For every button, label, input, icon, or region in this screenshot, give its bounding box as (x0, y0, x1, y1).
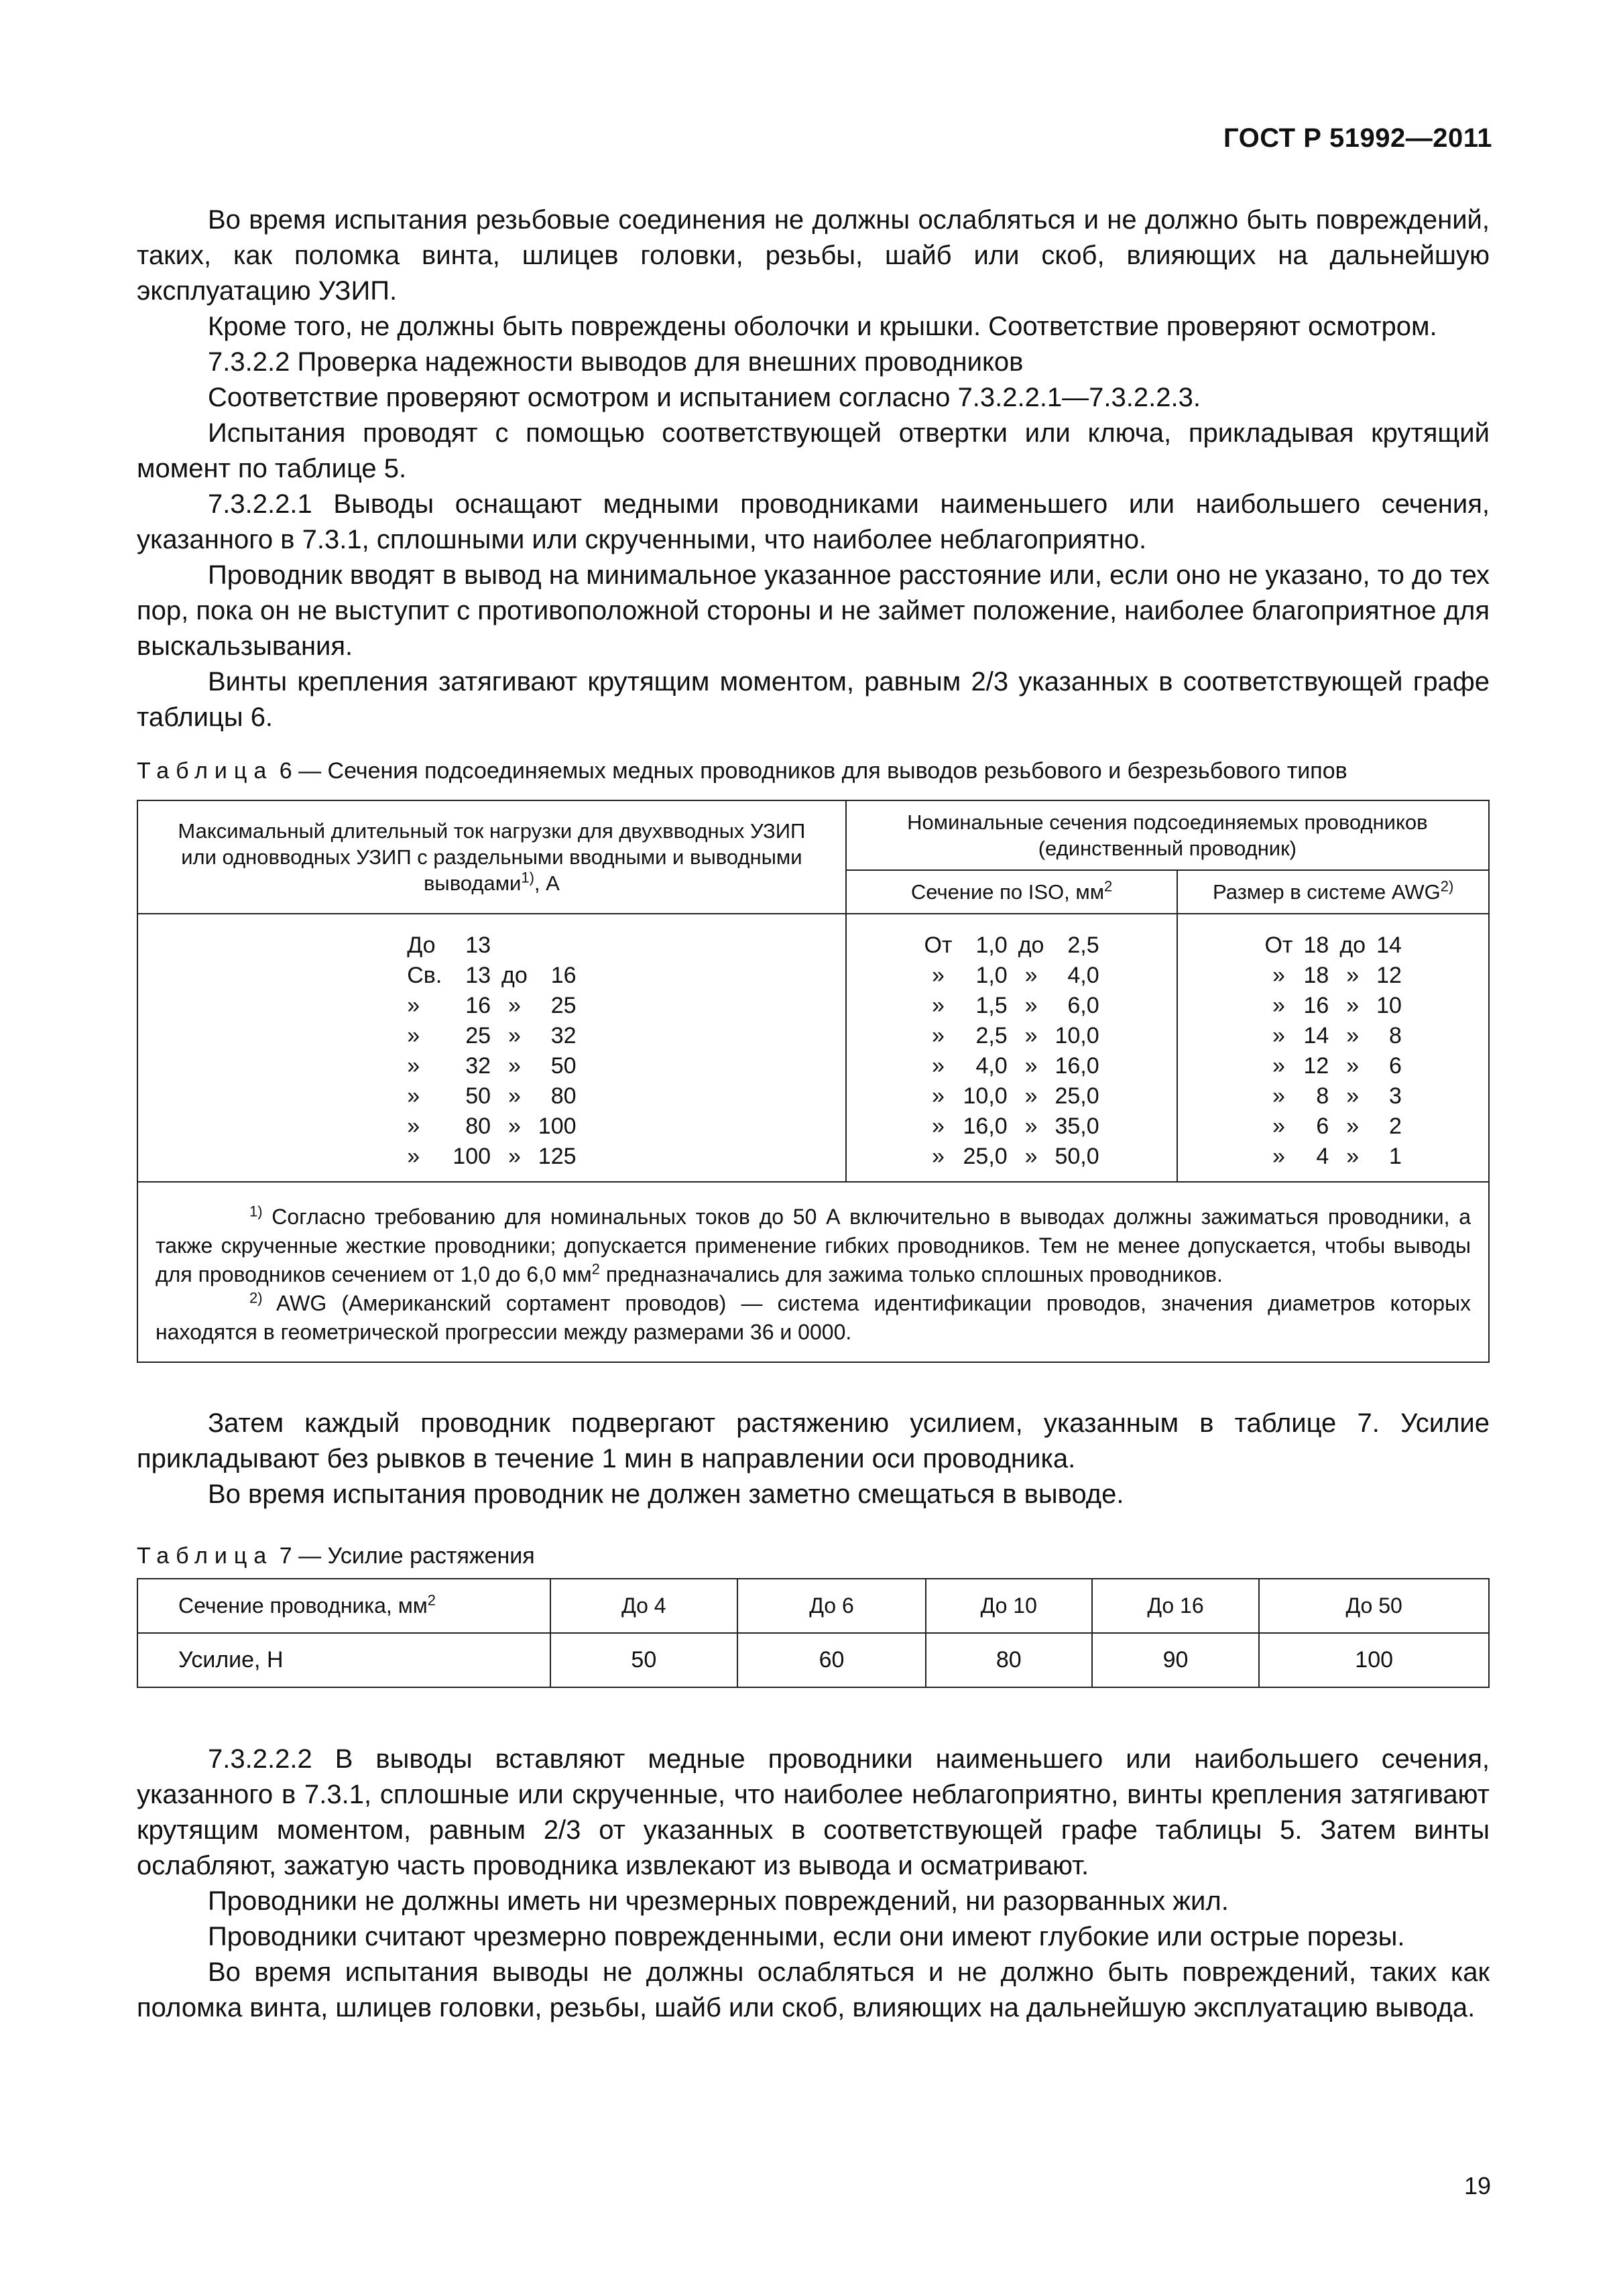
table6-row-value: 16,0 (1055, 1053, 1099, 1079)
table6-row (1259, 1142, 1406, 1172)
table6-row (918, 930, 1104, 961)
footnote-1-text: Согласно требованию для номинальных токов до 50 А включительно в выводах должны зажиматься проводники, а также скрученные жесткие проводники; допускается применение гибких проводников. Тем не менее допускается, чтобы выводы для проводников сечением от 1,0 до 6,0 мм (156, 1205, 1471, 1286)
table6-row-value: 12 (1303, 1053, 1329, 1079)
table6-row-value: 35,0 (1055, 1113, 1099, 1139)
table6-row (1259, 930, 1406, 961)
table6-row (1259, 991, 1406, 1021)
table6-awg-cell (1177, 914, 1489, 1182)
paragraph: Затем каждый проводник подвергают растяжению усилием, указанным в таблице 7. Усилие прикладывают без рывков в течение 1 мин в направлении оси проводника. (137, 1408, 1490, 1473)
table6-row-value: » (507, 1053, 521, 1079)
table6-row-value: 50,0 (1055, 1144, 1099, 1169)
table6-row (918, 991, 1104, 1021)
table6-row (918, 1111, 1104, 1142)
table6-row-value: » (932, 1144, 945, 1169)
table6-row (402, 991, 581, 1021)
footnote-1-text-end: предназначались для зажима только сплошных проводников. (599, 1262, 1223, 1286)
table6-row (402, 1021, 581, 1051)
table6-row-value: » (507, 1083, 521, 1109)
table6-col3-header-text: Размер в системе AWG (1213, 880, 1441, 904)
table7-cell: 50 (550, 1633, 738, 1687)
table6-col23-header: Номинальные сечения подсоединяемых проводников (единственный проводник) (846, 800, 1489, 870)
section-heading: 7.3.2.2 Проверка надежности выводов для внешних проводников (208, 347, 1024, 377)
paragraph: Соответствие проверяют осмотром и испытанием согласно 7.3.2.2.1—7.3.2.2.3. (208, 383, 1201, 412)
paragraph: Проводники считают чрезмерно поврежденными, если они имеют глубокие или острые порезы. (208, 1922, 1405, 1951)
table6-row (918, 1142, 1104, 1172)
table6 (137, 800, 1490, 1363)
table6-current-list (402, 930, 581, 1172)
table7-section-row (137, 1579, 1489, 1633)
paragraph: 7.3.2.2.2 В выводы вставляют медные проводники наименьшего или наибольшего сечения, указанного в 7.3.1, сплошные или скрученные, что наиболее неблагоприятно, винты крепления затягивают крутящим моментом, равным 2/3 от указанных в соответствующей графе таблицы 5. Затем винты ослабляют, зажатую часть проводника извлекают из вывода и осматривают. (137, 1744, 1490, 1880)
table7-cell: 60 (737, 1633, 926, 1687)
table6-row-value: » (1024, 1083, 1038, 1109)
superscript: 2 (1104, 878, 1113, 895)
table7-cell: До 6 (737, 1579, 926, 1633)
table6-row-value: 2,5 (975, 1023, 1008, 1048)
table6-row-value: 12 (1376, 963, 1402, 988)
table6-row (918, 1081, 1104, 1111)
table7-cell: 100 (1259, 1633, 1489, 1687)
table6-row (402, 961, 581, 991)
table6-row-value: До (407, 932, 436, 958)
table6-row-value: » (1346, 1144, 1360, 1169)
table6-row (402, 1111, 581, 1142)
table6-col2-header (846, 870, 1178, 914)
superscript: 2 (591, 1260, 600, 1278)
table7-caption-label: Таблица (137, 1543, 274, 1569)
table7-cell: 80 (926, 1633, 1092, 1687)
table6-row-value: » (1024, 1144, 1038, 1169)
table6-row-value: 80 (550, 1083, 577, 1109)
table6-row (402, 930, 581, 961)
table7-row-label (137, 1579, 550, 1633)
table6-row-value: 1,0 (975, 932, 1008, 958)
table6-row-value: » (1024, 993, 1038, 1018)
table6-row-value: 10 (1376, 993, 1402, 1018)
table6-row-value: » (1272, 1023, 1285, 1048)
table6-row-value (533, 930, 582, 961)
table6-row-value: 16,0 (963, 1113, 1008, 1139)
table6-row-value: 80 (465, 1113, 491, 1139)
paragraph: Проводники не должны иметь ни чрезмерных повреждений, ни разорванных жил. (208, 1886, 1229, 1916)
table6-row-value: » (1272, 1083, 1285, 1109)
table6-row-value: » (1346, 1083, 1360, 1109)
paragraph: Во время испытания проводник не должен заметно смещаться в выводе. (208, 1479, 1124, 1509)
table6-col2-header-text: Сечение по ISO, мм (910, 880, 1105, 904)
table6-row-value: 32 (465, 1053, 491, 1079)
table6-row-value: » (1346, 1053, 1360, 1079)
table6-row-value: 2 (1388, 1113, 1402, 1139)
table6-row-value: 16 (1303, 993, 1329, 1018)
table6-row-value: 18 (1303, 963, 1329, 988)
table6-row-value: » (1346, 1113, 1360, 1139)
table6-row-value: 4,0 (1067, 963, 1099, 988)
table7-cell: До 16 (1092, 1579, 1260, 1633)
table6-row-value: Св. (407, 963, 442, 988)
table6-row-value: » (932, 1023, 945, 1048)
table6-row (402, 1081, 581, 1111)
table6-row-value: 8 (1316, 1083, 1329, 1109)
table6-row (918, 1021, 1104, 1051)
table6-row-value: » (507, 1113, 521, 1139)
table6-row-value: » (932, 963, 945, 988)
paragraph: Во время испытания выводы не должны ослабляться и не должно быть повреждений, таких как поломка винта, шлицев головки, резьбы, шайб или скоб, влияющих на дальнейшую эксплуатацию вывода. (137, 1957, 1490, 2022)
table7-caption (137, 1540, 1490, 1571)
table6-row-value: 25,0 (963, 1144, 1008, 1169)
table6-row (1259, 1021, 1406, 1051)
table6-row-value: до (1339, 932, 1366, 958)
table6-row-value: 4,0 (975, 1053, 1008, 1079)
table6-row-value: 6 (1316, 1113, 1329, 1139)
table6-row-value: » (1024, 1113, 1038, 1139)
table6-caption-label: Таблица (137, 758, 274, 784)
table6-row-value: 10,0 (963, 1083, 1008, 1109)
table7-cell: До 4 (550, 1579, 738, 1633)
footnote-ref: 2) (1440, 878, 1454, 895)
table6-col3-header (1177, 870, 1489, 914)
table6-row-value: 25,0 (1055, 1083, 1099, 1109)
table7-force-row (137, 1633, 1489, 1687)
table6-row-value: » (932, 1083, 945, 1109)
table7-cell: 90 (1092, 1633, 1260, 1687)
table6-row-value: » (1272, 1053, 1285, 1079)
paragraph: Испытания проводят с помощью соответствующей отвертки или ключа, прикладывая крутящий момент по таблице 5. (137, 418, 1490, 483)
table6-row-value: 14 (1376, 932, 1402, 958)
table6-row-value: 50 (550, 1053, 577, 1079)
table6-row-value (496, 930, 533, 961)
table6-row-value: » (407, 993, 420, 1018)
table6-iso-list (918, 930, 1104, 1172)
table6-row (918, 1051, 1104, 1081)
table6-row-value: 6,0 (1067, 993, 1099, 1018)
footnote-mark: 2) (249, 1289, 263, 1307)
table6-row-value: 16 (465, 993, 491, 1018)
table6-row-value: » (1024, 1053, 1038, 1079)
table6-row-value: » (1024, 963, 1038, 988)
table6-row-value: 8 (1388, 1023, 1402, 1048)
table6-row-value: до (1018, 932, 1044, 958)
table6-row-value: 10,0 (1055, 1023, 1099, 1048)
table6-row-value: » (1272, 993, 1285, 1018)
table6-row-value: 32 (550, 1023, 577, 1048)
table6-iso-cell (846, 914, 1178, 1182)
footnote-1 (156, 1203, 1471, 1289)
table6-row-value: » (407, 1144, 420, 1169)
table6-row-value: 2,5 (1067, 932, 1099, 958)
table6-row-value: 4 (1316, 1144, 1329, 1169)
table6-row-value: 13 (465, 932, 491, 958)
table6-row-value: » (407, 1113, 420, 1139)
table6-row-value: » (932, 993, 945, 1018)
footnote-mark: 1) (249, 1203, 263, 1220)
table6-row-value: » (407, 1023, 420, 1048)
table6-row-value: От (924, 932, 953, 958)
table6-row-value: 1 (1388, 1144, 1402, 1169)
table6-row-value: 16 (550, 963, 577, 988)
table6-row-value: 50 (465, 1083, 491, 1109)
table6-row-value: 25 (550, 993, 577, 1018)
paragraph: Кроме того, не должны быть повреждены оболочки и крышки. Соответствие проверяют осмотром. (208, 312, 1437, 341)
table6-awg-list (1259, 930, 1406, 1172)
table6-row-value: 1,0 (975, 963, 1008, 988)
table6-row-value: » (932, 1113, 945, 1139)
table6-row-value: » (507, 1144, 521, 1169)
paragraph: 7.3.2.2.1 Выводы оснащают медными проводниками наименьшего или наибольшего сечения, указанного в 7.3.1, сплошными или скрученными, что наиболее неблагоприятно. (137, 489, 1490, 554)
table6-row-value: » (407, 1083, 420, 1109)
table6-row-value: 13 (465, 963, 491, 988)
table6-footnotes (137, 1182, 1489, 1362)
table7-row-label-text: Сечение проводника, мм (178, 1593, 428, 1618)
superscript: 2 (427, 1591, 436, 1609)
table6-row-value: » (1024, 1023, 1038, 1048)
table6-row (402, 1142, 581, 1172)
table6-row (1259, 1051, 1406, 1081)
table7-caption-text: 7 — Усилие растяжения (273, 1543, 535, 1569)
table6-row-value: 18 (1303, 932, 1329, 958)
table6-caption-text: 6 — Сечения подсоединяемых медных проводников для выводов резьбового и безрезьбового типов (273, 758, 1347, 784)
paragraph: Проводник вводят в вывод на минимальное указанное расстояние или, если оно не указано, то до тех пор, пока он не выступит с противоположной стороны и не займет положение, наиболее благоприятное для выскальзывания. (137, 560, 1490, 661)
table6-caption (137, 756, 1490, 786)
table6-row (1259, 961, 1406, 991)
table6-row-value: 14 (1303, 1023, 1329, 1048)
table6-row-value: » (932, 1053, 945, 1079)
table6-row (402, 1051, 581, 1081)
table6-col1-header-unit: , А (534, 871, 560, 895)
table6-row-value: 1,5 (975, 993, 1008, 1018)
table6-row-value: » (1272, 1113, 1285, 1139)
paragraph: Винты крепления затягивают крутящим моментом, равным 2/3 указанных в соответствующей графе таблицы 6. (137, 667, 1490, 732)
table6-row-value: до (501, 963, 528, 988)
table6-row (1259, 1111, 1406, 1142)
page-number: 19 (1463, 2172, 1491, 2199)
page-content (137, 202, 1490, 2026)
footnote-2-text: AWG (Американский сортамент проводов) — система идентификации проводов, значения диаметров которых находятся в геометрической прогрессии между размерами 36 и 0000. (156, 1291, 1471, 1344)
footnote-2 (156, 1289, 1471, 1347)
table6-row-value: 25 (465, 1023, 491, 1048)
document-standard-header: ГОСТ Р 51992—2011 (1223, 123, 1492, 153)
table6-row (1259, 1081, 1406, 1111)
table6-row-value: » (1346, 1023, 1360, 1048)
table6-row-value: » (1346, 993, 1360, 1018)
table6-row (918, 961, 1104, 991)
table6-row-value: 100 (538, 1113, 577, 1139)
table6-row-value: » (507, 1023, 521, 1048)
table7-cell: До 10 (926, 1579, 1092, 1633)
table6-row-value: 6 (1388, 1053, 1402, 1079)
table7-cell: До 50 (1259, 1579, 1489, 1633)
table6-row-value: » (1272, 1144, 1285, 1169)
table6-row-value: 3 (1388, 1083, 1402, 1109)
table6-row-value: 100 (453, 1144, 491, 1169)
table6-row-value: » (507, 993, 521, 1018)
table6-row-value: От (1264, 932, 1293, 958)
table6-row-value: 125 (538, 1144, 577, 1169)
table7 (137, 1578, 1490, 1688)
table6-row-value: » (1272, 963, 1285, 988)
table7-row-label: Усилие, Н (137, 1633, 550, 1687)
table6-col1-header-text: Максимальный длительный ток нагрузки для двухвводных УЗИП или одновводных УЗИП с раздельными вводными и выводными выводами (178, 819, 806, 895)
table6-current-cell (137, 914, 846, 1182)
table6-row-value: » (1346, 963, 1360, 988)
footnote-ref: 1) (521, 869, 534, 886)
table6-col1-header (137, 800, 846, 914)
paragraph: Во время испытания резьбовые соединения не должны ослабляться и не должно быть повреждений, таких, как поломка винта, шлицев головки, резьбы, шайб или скоб, влияющих на дальнейшую эксплуатацию УЗИП. (137, 205, 1490, 306)
table6-row-value: » (407, 1053, 420, 1079)
